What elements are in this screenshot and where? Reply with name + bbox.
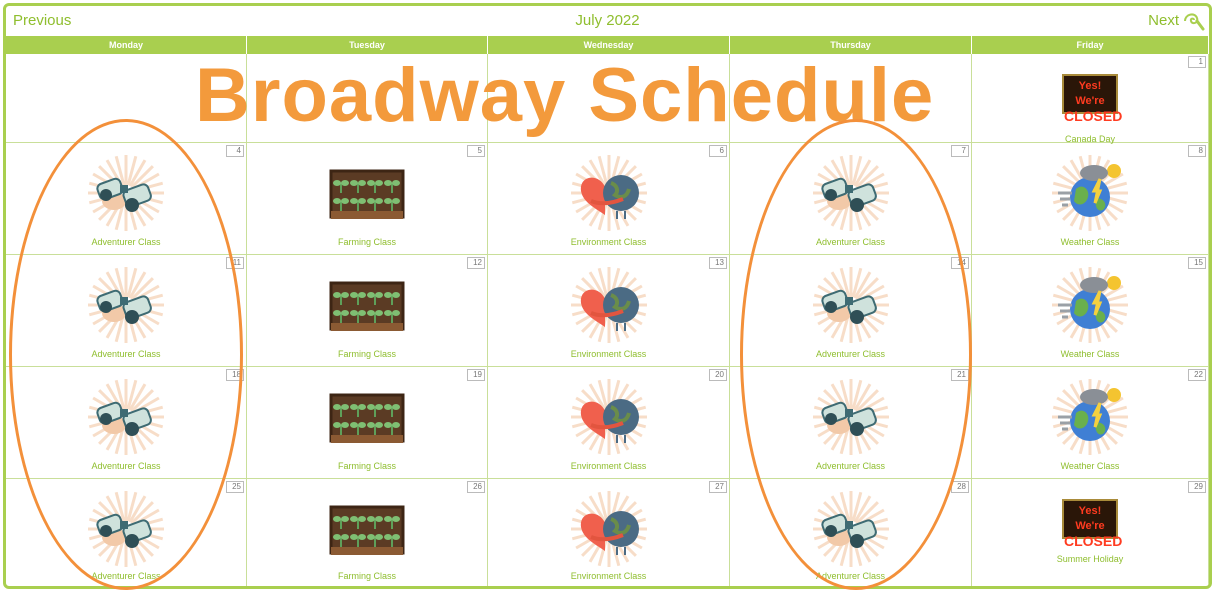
calendar-day-cell[interactable]: [488, 255, 730, 367]
event-label[interactable]: Adventurer Class: [815, 571, 886, 581]
day-number: 14: [951, 257, 969, 269]
page-title: Broadway Schedule: [195, 53, 935, 138]
calendar-day-cell[interactable]: [247, 255, 488, 367]
day-number: 6: [709, 145, 727, 157]
day-number: 26: [467, 481, 485, 493]
event-label[interactable]: Weather Class: [1060, 349, 1120, 359]
event-label[interactable]: Adventurer Class: [91, 461, 161, 471]
closed-sign-line1: Yes! We're: [1075, 80, 1105, 107]
weather-earth-icon: [1050, 377, 1130, 462]
event-label[interactable]: Weather Class: [1060, 237, 1120, 247]
month-title: July 2022: [575, 12, 640, 29]
day-number: 22: [1188, 369, 1206, 381]
day-number: 4: [226, 145, 244, 157]
day-number: 27: [709, 481, 727, 493]
event-label[interactable]: Canada Day: [1064, 134, 1116, 144]
day-number: 1: [1188, 56, 1206, 68]
day-number: 28: [951, 481, 969, 493]
heart-earth-icon: [569, 489, 649, 574]
event-label[interactable]: Summer Holiday: [1056, 554, 1124, 564]
event-label[interactable]: Farming Class: [337, 237, 396, 247]
garden-bed-icon: [327, 265, 407, 350]
event-label[interactable]: Environment Class: [570, 349, 647, 359]
calendar-day-cell[interactable]: [972, 143, 1209, 255]
calendar-day-cell[interactable]: [972, 255, 1209, 367]
day-header-4: Friday: [972, 36, 1208, 54]
swirl-icon: [1181, 9, 1205, 31]
day-number: 21: [951, 369, 969, 381]
event-label[interactable]: Environment Class: [570, 461, 647, 471]
heart-earth-icon: [569, 377, 649, 462]
day-number: 15: [1188, 257, 1206, 269]
calendar-header: [6, 6, 1209, 36]
day-number: 7: [951, 145, 969, 157]
calendar-day-cell[interactable]: [972, 479, 1209, 589]
day-header-3: Thursday: [730, 36, 971, 54]
day-number: 19: [467, 369, 485, 381]
garden-bed-icon: [327, 153, 407, 238]
day-number: 8: [1188, 145, 1206, 157]
garden-bed-icon: [327, 489, 407, 574]
closed-sign-line2: CLOSED: [1064, 108, 1123, 124]
previous-button[interactable]: Previous: [13, 12, 72, 29]
event-label[interactable]: Adventurer Class: [91, 571, 161, 581]
weather-earth-icon: [1050, 153, 1130, 238]
day-number: 20: [709, 369, 727, 381]
closed-sign-line1: Yes! We're: [1075, 505, 1105, 532]
calendar-day-cell[interactable]: [488, 367, 730, 479]
day-number: 29: [1188, 481, 1206, 493]
day-number: 11: [226, 257, 244, 269]
event-label[interactable]: Farming Class: [337, 571, 396, 581]
highlight-oval-monday: [9, 119, 243, 590]
event-label[interactable]: Environment Class: [570, 571, 647, 581]
calendar-day-cell[interactable]: [972, 54, 1209, 143]
event-label[interactable]: Adventurer Class: [91, 349, 161, 359]
event-label[interactable]: Environment Class: [570, 237, 647, 247]
calendar-day-cell[interactable]: [247, 143, 488, 255]
event-label[interactable]: Adventurer Class: [815, 461, 886, 471]
day-number: 13: [709, 257, 727, 269]
garden-bed-icon: [327, 377, 407, 462]
event-label[interactable]: Adventurer Class: [815, 349, 886, 359]
calendar-day-cell[interactable]: [247, 367, 488, 479]
day-number: 25: [226, 481, 244, 493]
calendar-day-cell[interactable]: [972, 367, 1209, 479]
day-header-0: Monday: [6, 36, 246, 54]
event-label[interactable]: Weather Class: [1060, 461, 1120, 471]
event-label[interactable]: Adventurer Class: [91, 237, 161, 247]
event-label[interactable]: Adventurer Class: [815, 237, 886, 247]
closed-sign-line2: CLOSED: [1064, 533, 1123, 549]
event-label[interactable]: Farming Class: [337, 461, 396, 471]
calendar-day-cell[interactable]: [247, 479, 488, 589]
weather-earth-icon: [1050, 265, 1130, 350]
event-label[interactable]: Farming Class: [337, 349, 396, 359]
day-header-1: Tuesday: [247, 36, 487, 54]
calendar-day-cell[interactable]: [488, 479, 730, 589]
day-number: 5: [467, 145, 485, 157]
highlight-oval-thursday: [740, 119, 972, 590]
day-header-2: Wednesday: [488, 36, 729, 54]
calendar-day-cell[interactable]: [488, 143, 730, 255]
next-button[interactable]: Next: [1148, 12, 1179, 29]
closed-sign-icon: [1062, 499, 1123, 549]
heart-earth-icon: [569, 153, 649, 238]
day-number: 18: [226, 369, 244, 381]
closed-sign-icon: [1062, 74, 1123, 124]
day-number: 12: [467, 257, 485, 269]
heart-earth-icon: [569, 265, 649, 350]
